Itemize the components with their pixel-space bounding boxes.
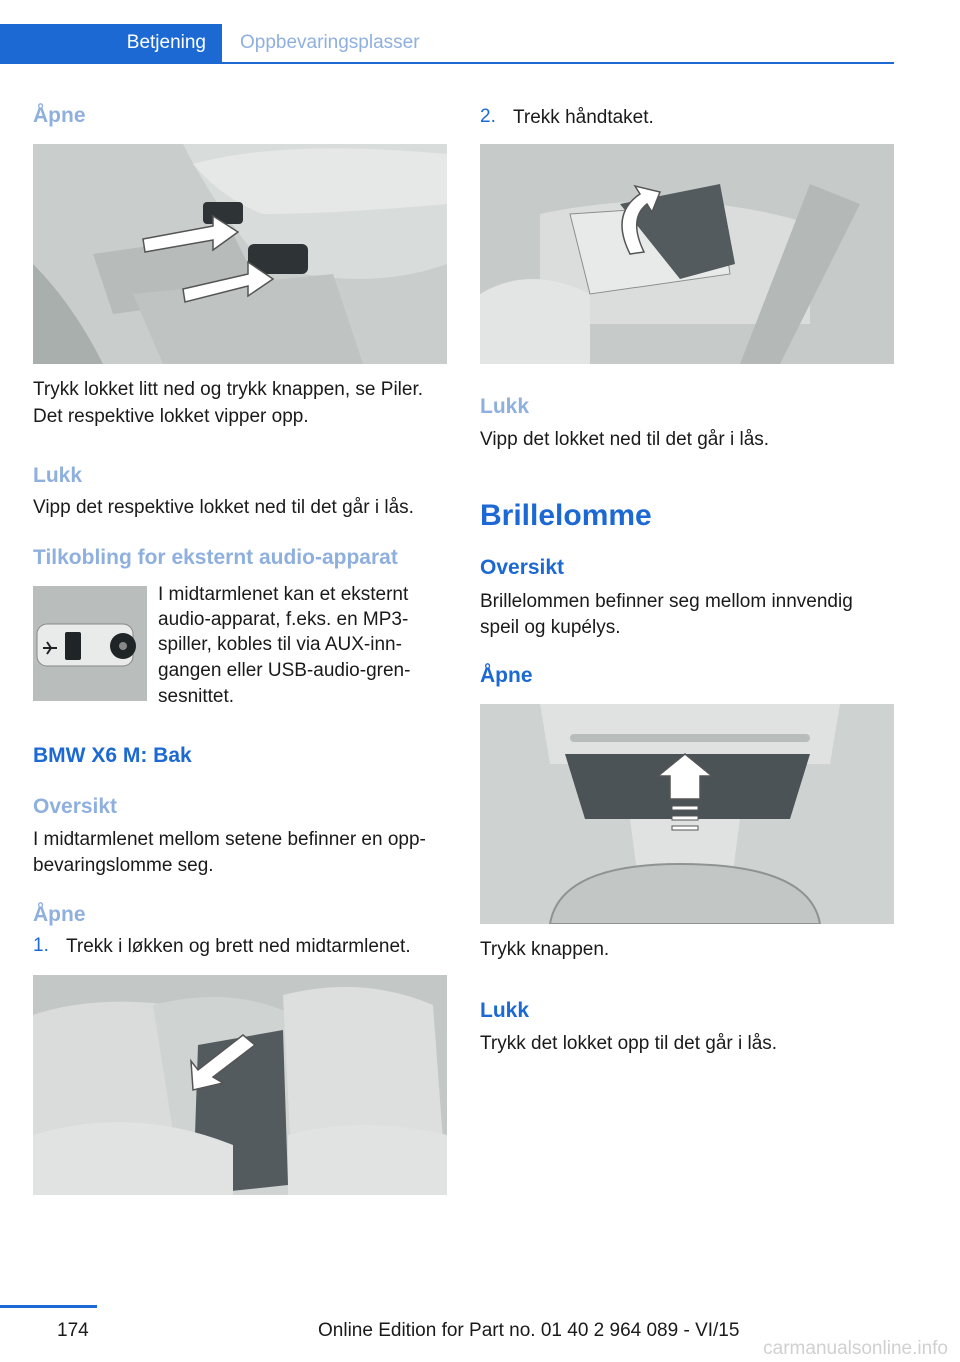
heading-audio: Tilkobling for eksternt audio-apparat (33, 546, 398, 569)
close-text: Vipp det respektive lokket ned til det går i lås. (33, 497, 414, 518)
audio-line-1: I midtarmlenet kan et eksternt (158, 584, 409, 605)
tab-subsection[interactable]: Oppbevaringsplasser (240, 32, 420, 53)
heading-open-2: Åpne (33, 903, 86, 926)
photo-rear-seat-armrest (33, 975, 447, 1195)
tab-section[interactable] (0, 24, 222, 62)
step-2-number: 2. (480, 106, 496, 127)
heading-open-right: Åpne (480, 664, 533, 687)
tab-section-label: Betjening (126, 32, 206, 53)
heading-overview: Oversikt (33, 795, 118, 818)
heading-close-right: Lukk (480, 395, 530, 418)
audio-line-5: sesnittet. (158, 686, 235, 707)
overview-line-2: bevaringslomme seg. (33, 855, 214, 876)
heading-close-2: Lukk (480, 999, 530, 1022)
audio-line-4: gangen eller USB-audio-gren- (158, 660, 411, 681)
photo-armrest-lids (33, 144, 447, 364)
footer-rule (0, 1305, 97, 1308)
page-number: 174 (57, 1320, 89, 1341)
photo-armrest-handle (480, 144, 894, 364)
edition-footer: Online Edition for Part no. 01 40 2 964 089 - VI/15 (318, 1320, 740, 1341)
photo-usb-aux (33, 586, 147, 701)
audio-line-3: spiller, kobles til via AUX-inn- (158, 634, 402, 655)
open-text-1: Trykk lokket litt ned og trykk knappen, se Piler. (33, 379, 424, 400)
step-1-number: 1. (33, 935, 49, 956)
glasses-overview-line-2: speil og kupélys. (480, 617, 621, 638)
heading-glasses-compartment: Brillelomme (480, 499, 652, 532)
glasses-overview-line-1: Brillelommen befinner seg mellom innvendig (480, 591, 853, 612)
watermark: carmanualsonline.info (763, 1338, 948, 1359)
overview-line-1: I midtarmlenet mellom setene befinner en opp- (33, 829, 426, 850)
audio-line-2: audio-apparat, f.eks. en MP3- (158, 609, 409, 630)
heading-bmw-x6m-rear: BMW X6 M: Bak (33, 744, 192, 767)
heading-overview-right: Oversikt (480, 556, 565, 579)
close-text-right: Vipp det lokket ned til det går i lås. (480, 429, 770, 450)
heading-close: Lukk (33, 464, 83, 487)
glasses-open-text: Trykk knappen. (480, 939, 610, 960)
glasses-close-text: Trykk det lokket opp til det går i lås. (480, 1033, 778, 1054)
photo-glasses-compartment (480, 704, 894, 924)
heading-open: Åpne (33, 104, 86, 127)
step-1-text: Trekk i løkken og brett ned midtarmlenet. (66, 936, 411, 957)
open-text-2: Det respektive lokket vipper opp. (33, 406, 309, 427)
step-2-text: Trekk håndtaket. (513, 107, 654, 128)
